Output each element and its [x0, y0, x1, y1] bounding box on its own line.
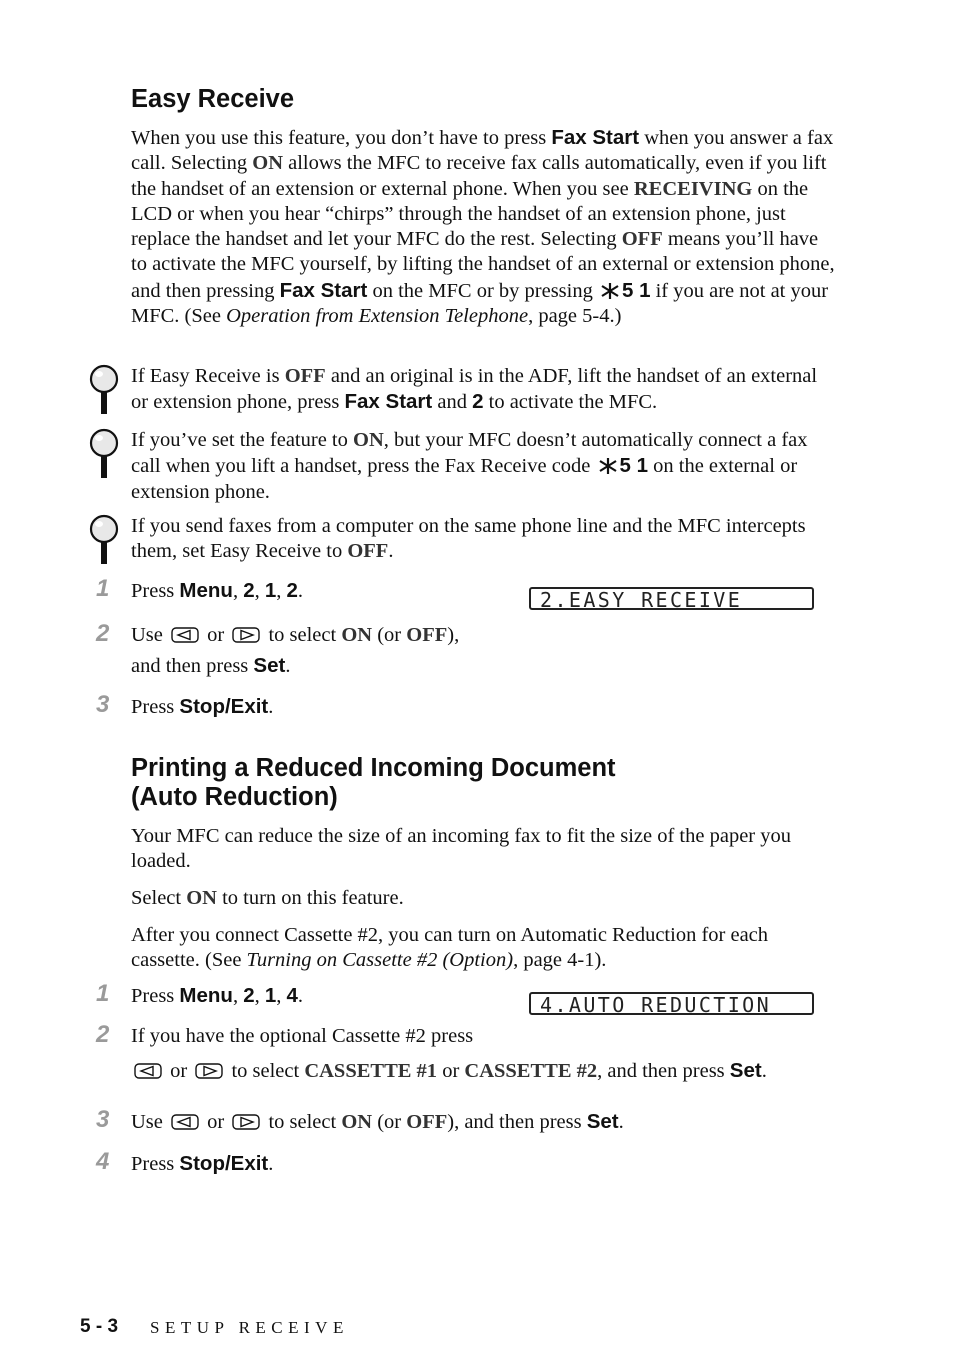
note-pin-icon: [88, 364, 120, 416]
auto-reduction-intro: Your MFC can reduce the size of an incoming fax to fit the size of the paper you loaded.: [131, 825, 792, 873]
step-number: 4: [96, 1148, 110, 1175]
step-2: If you have the optional Cassette #2 press: [131, 1025, 474, 1047]
note-pin-icon: [88, 514, 120, 566]
step-number: 3: [96, 1106, 110, 1133]
step-3: Press Stop/Exit.: [131, 695, 274, 718]
auto-reduction-cassette: After you connect Cassette #2, you can turn on Automatic Reduction for each cassette. (See Turning on Cassette #2 (Option), page 4-1).: [131, 924, 769, 972]
lcd-display: 2.EASY RECEIVE: [529, 587, 814, 610]
step-number: 2: [96, 1021, 110, 1048]
auto-reduction-select: Select ON to turn on this feature.: [131, 887, 404, 909]
easy-receive-intro: When you use this feature, you don’t have to press Fax Start when you answer a fax call. Selecting ON allows the MFC to receive fax calls automatically, even if you lift the handset of an extension or external phone. When you see RECEIVING on the LCD or when you hear “chirps” through the handset of an extension phone, just replace the handset and let your MFC do the rest. Selecting OFF means you’ll have to activate the MFC yourself, by lifting the handset of an external or extension phone, and then pressing Fax Start on the MFC or by pressing 5 1 if you are not at your MFC. (See Operation from Extension Telephone, page 5-4.): [131, 126, 835, 328]
step-3: Use or to select ON (or OFF), and then press Set.: [131, 1110, 624, 1133]
left-arrow-key-icon: [134, 1063, 162, 1079]
star-key-icon: [600, 282, 620, 300]
right-arrow-key-icon: [232, 1114, 260, 1130]
step-number: 1: [96, 575, 110, 602]
lcd-display: 4.AUTO REDUCTION: [529, 992, 814, 1015]
left-arrow-key-icon: [171, 627, 199, 643]
section-title-auto-reduction: Printing a Reduced Incoming Document (Auto Reduction): [131, 754, 616, 811]
note-3: If you send faxes from a computer on the same phone line and the MFC intercepts them, set Easy Receive to OFF.: [131, 515, 806, 563]
right-arrow-key-icon: [232, 627, 260, 643]
step-2: Use or to select ON (or OFF),: [131, 624, 460, 646]
step-number: 3: [96, 691, 110, 718]
step-4: Press Stop/Exit.: [131, 1152, 274, 1175]
step-2-cont: and then press Set.: [131, 654, 291, 677]
note-2: If you’ve set the feature to ON, but your MFC doesn’t automatically connect a fax call when you lift a handset, press the Fax Receive code 5 1 on the external or extension phone.: [131, 429, 808, 503]
chapter-title: SETUP RECEIVE: [150, 1318, 349, 1337]
note-pin-icon: [88, 428, 120, 480]
page-number: 5 - 3: [80, 1316, 119, 1337]
step-1: Press Menu, 2, 1, 2.: [131, 579, 304, 602]
section-title-easy-receive: Easy Receive: [131, 85, 295, 113]
left-arrow-key-icon: [171, 1114, 199, 1130]
note-1: If Easy Receive is OFF and an original is in the ADF, lift the handset of an external or extension phone, press Fax Start and 2 to activate the MFC.: [131, 365, 818, 414]
step-number: 1: [96, 980, 110, 1007]
star-key-icon: [598, 457, 618, 475]
right-arrow-key-icon: [195, 1063, 223, 1079]
step-number: 2: [96, 620, 110, 647]
step-1: Press Menu, 2, 1, 4.: [131, 984, 304, 1007]
step-2-cont: or to select CASSETTE #1 or CASSETTE #2, and then press Set.: [131, 1059, 767, 1083]
